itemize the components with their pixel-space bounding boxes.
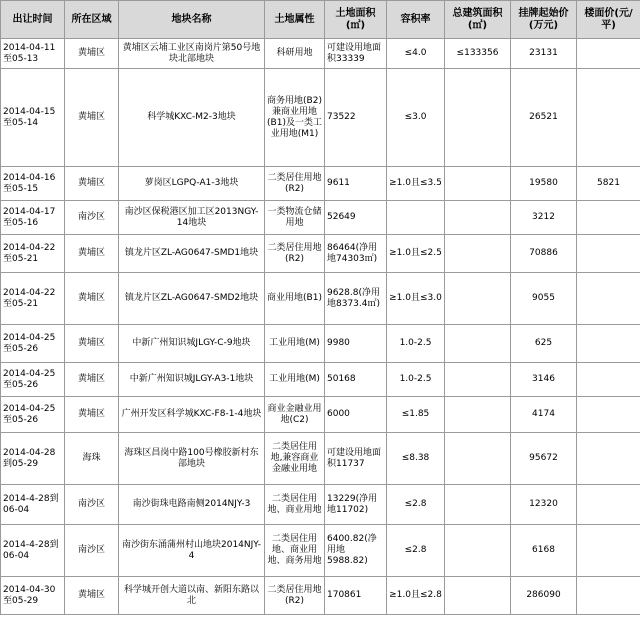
header-district: 所在区域 <box>65 1 119 39</box>
cell-district: 海珠 <box>65 433 119 485</box>
cell-far: 1.0-2.5 <box>387 363 445 397</box>
header-area: 土地面积(㎡) <box>325 1 387 39</box>
cell-gfa <box>445 201 511 235</box>
cell-price: 12320 <box>511 485 577 525</box>
cell-date: 2014-04-11至05-13 <box>1 39 65 69</box>
cell-area: 9611 <box>325 167 387 201</box>
table-row <box>1 39 640 69</box>
table-row <box>1 201 640 235</box>
cell-name: 南沙区保税港区加工区2013NGY-14地块 <box>119 201 265 235</box>
cell-date: 2014-04-25至05-26 <box>1 363 65 397</box>
cell-name: 萝岗区LGPQ-A1-3地块 <box>119 167 265 201</box>
cell-area: 73522 <box>325 69 387 167</box>
header-property: 土地属性 <box>265 1 325 39</box>
cell-property: 二类居住用地(R2) <box>265 577 325 615</box>
table-row <box>1 433 640 485</box>
cell-area: 可建设用地面积33339 <box>325 39 387 69</box>
cell-price: 6168 <box>511 525 577 577</box>
cell-name: 海珠区昌岗中路100号橡胶新村东部地块 <box>119 433 265 485</box>
cell-floor-price <box>577 39 640 69</box>
table-row <box>1 325 640 363</box>
cell-far: ≤2.8 <box>387 525 445 577</box>
cell-floor-price <box>577 577 640 615</box>
cell-gfa <box>445 69 511 167</box>
table-row <box>1 273 640 325</box>
header-far: 容积率 <box>387 1 445 39</box>
cell-district: 黄埔区 <box>65 363 119 397</box>
cell-date: 2014-04-30至05-29 <box>1 577 65 615</box>
cell-date: 2014-04-17至05-16 <box>1 201 65 235</box>
header-row <box>1 1 640 39</box>
cell-date: 2014-04-28到05-29 <box>1 433 65 485</box>
cell-gfa <box>445 273 511 325</box>
cell-floor-price <box>577 485 640 525</box>
cell-name: 南沙街东涌蒲州村山地块2014NJY-4 <box>119 525 265 577</box>
cell-far: ≤4.0 <box>387 39 445 69</box>
cell-area: 6000 <box>325 397 387 433</box>
cell-area: 86464(净用地74303㎡) <box>325 235 387 273</box>
cell-property: 二类居住用地,兼容商业金融业用地 <box>265 433 325 485</box>
header-price: 挂牌起始价(万元) <box>511 1 577 39</box>
cell-district: 黄埔区 <box>65 235 119 273</box>
cell-floor-price <box>577 69 640 167</box>
cell-far: ≥1.0且≤2.8 <box>387 577 445 615</box>
cell-property: 工业用地(M) <box>265 363 325 397</box>
cell-name: 中新广州知识城JLGY-A3-1地块 <box>119 363 265 397</box>
cell-floor-price <box>577 325 640 363</box>
header-name: 地块名称 <box>119 1 265 39</box>
cell-property: 科研用地 <box>265 39 325 69</box>
cell-price: 9055 <box>511 273 577 325</box>
cell-area: 52649 <box>325 201 387 235</box>
cell-floor-price <box>577 201 640 235</box>
cell-district: 黄埔区 <box>65 397 119 433</box>
cell-floor-price <box>577 235 640 273</box>
cell-far: 1.0-2.5 <box>387 325 445 363</box>
cell-far: ≥1.0且≤3.0 <box>387 273 445 325</box>
cell-district: 黄埔区 <box>65 167 119 201</box>
cell-far: ≥1.0且≤3.5 <box>387 167 445 201</box>
header-floor-price: 楼面价(元/平) <box>577 1 640 39</box>
cell-price: 3146 <box>511 363 577 397</box>
cell-name: 广州开发区科学城KXC-F8-1-4地块 <box>119 397 265 433</box>
cell-gfa <box>445 235 511 273</box>
cell-price: 70886 <box>511 235 577 273</box>
cell-name: 黄埔区云埔工业区南岗片第50号地块北部地块 <box>119 39 265 69</box>
cell-name: 南沙街珠电路南侧2014NJY-3 <box>119 485 265 525</box>
cell-area: 6400.82(净用地5988.82) <box>325 525 387 577</box>
cell-property: 商业用地(B1) <box>265 273 325 325</box>
cell-property: 商业金融业用地(C2) <box>265 397 325 433</box>
cell-gfa <box>445 433 511 485</box>
cell-price: 625 <box>511 325 577 363</box>
cell-district: 南沙区 <box>65 485 119 525</box>
cell-area: 可建设用地面积11737 <box>325 433 387 485</box>
cell-far: ≥1.0且≤2.5 <box>387 235 445 273</box>
cell-district: 南沙区 <box>65 201 119 235</box>
cell-gfa <box>445 577 511 615</box>
cell-area: 170861 <box>325 577 387 615</box>
cell-district: 黄埔区 <box>65 69 119 167</box>
cell-district: 黄埔区 <box>65 325 119 363</box>
cell-far: ≤2.8 <box>387 485 445 525</box>
cell-district: 南沙区 <box>65 525 119 577</box>
cell-property: 一类物流仓储用地 <box>265 201 325 235</box>
cell-far <box>387 201 445 235</box>
cell-property: 商务用地(B2)兼商业用地(B1)及一类工业用地(M1) <box>265 69 325 167</box>
cell-far: ≤8.38 <box>387 433 445 485</box>
cell-property: 二类居住用地(R2) <box>265 235 325 273</box>
cell-price: 3212 <box>511 201 577 235</box>
cell-price: 286090 <box>511 577 577 615</box>
cell-date: 2014-04-25至05-26 <box>1 325 65 363</box>
cell-date: 2014-04-22至05-21 <box>1 235 65 273</box>
cell-floor-price <box>577 363 640 397</box>
cell-gfa <box>445 525 511 577</box>
cell-floor-price <box>577 433 640 485</box>
cell-name: 中新广州知识城JLGY-C-9地块 <box>119 325 265 363</box>
cell-property: 二类居住用地(R2) <box>265 167 325 201</box>
cell-price: 19580 <box>511 167 577 201</box>
cell-gfa <box>445 167 511 201</box>
cell-district: 黄埔区 <box>65 39 119 69</box>
cell-far: ≤1.85 <box>387 397 445 433</box>
header-gfa: 总建筑面积(㎡) <box>445 1 511 39</box>
cell-property: 二类居住用地、商业用地、商务用地 <box>265 525 325 577</box>
cell-gfa <box>445 325 511 363</box>
cell-price: 23131 <box>511 39 577 69</box>
table-row <box>1 167 640 201</box>
cell-name: 科学城KXC-M2-3地块 <box>119 69 265 167</box>
cell-gfa: ≤133356 <box>445 39 511 69</box>
table-row <box>1 235 640 273</box>
cell-district: 黄埔区 <box>65 577 119 615</box>
cell-date: 2014-4-28到06-04 <box>1 525 65 577</box>
cell-date: 2014-04-16至05-15 <box>1 167 65 201</box>
cell-price: 4174 <box>511 397 577 433</box>
table-row <box>1 577 640 615</box>
cell-gfa <box>445 397 511 433</box>
table-row <box>1 525 640 577</box>
cell-gfa <box>445 363 511 397</box>
cell-name: 镇龙片区ZL-AG0647-SMD2地块 <box>119 273 265 325</box>
table-row <box>1 485 640 525</box>
cell-price: 26521 <box>511 69 577 167</box>
cell-date: 2014-04-22至05-21 <box>1 273 65 325</box>
table-row <box>1 363 640 397</box>
cell-gfa <box>445 485 511 525</box>
table-row <box>1 397 640 433</box>
cell-price: 95672 <box>511 433 577 485</box>
cell-date: 2014-04-15至05-14 <box>1 69 65 167</box>
cell-property: 二类居住用地、商业用地 <box>265 485 325 525</box>
cell-floor-price <box>577 397 640 433</box>
cell-floor-price: 5821 <box>577 167 640 201</box>
cell-floor-price <box>577 525 640 577</box>
cell-area: 9628.8(净用地8373.4㎡) <box>325 273 387 325</box>
cell-name: 镇龙片区ZL-AG0647-SMD1地块 <box>119 235 265 273</box>
header-date: 出让时间 <box>1 1 65 39</box>
table-row <box>1 69 640 167</box>
cell-floor-price <box>577 273 640 325</box>
cell-property: 工业用地(M) <box>265 325 325 363</box>
cell-date: 2014-4-28到06-04 <box>1 485 65 525</box>
cell-area: 50168 <box>325 363 387 397</box>
cell-date: 2014-04-25至05-26 <box>1 397 65 433</box>
cell-district: 黄埔区 <box>65 273 119 325</box>
cell-area: 13229(净用地11702) <box>325 485 387 525</box>
cell-far: ≤3.0 <box>387 69 445 167</box>
cell-area: 9980 <box>325 325 387 363</box>
cell-name: 科学城开创大道以南、新阳东路以北 <box>119 577 265 615</box>
